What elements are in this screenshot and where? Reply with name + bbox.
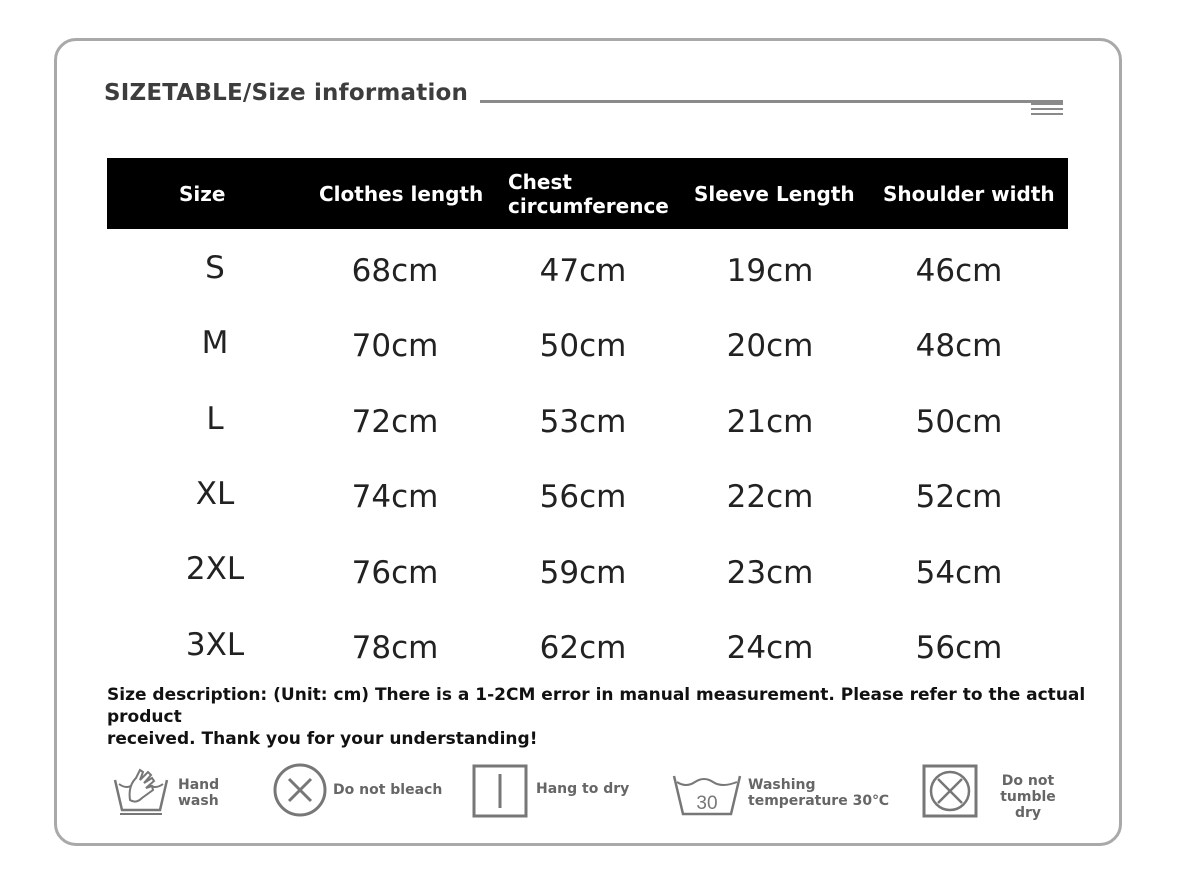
wash-30-icon: [671, 772, 743, 818]
cell-shoulder: 52cm: [915, 479, 1003, 515]
cell-chest: 59cm: [539, 555, 627, 591]
no-bleach-label: Do not bleach: [333, 782, 443, 798]
hand-wash-label: [178, 777, 219, 809]
cell-shoulder: 46cm: [915, 253, 1003, 289]
cell-size: 3XL: [185, 627, 245, 663]
header-size: Size: [179, 181, 226, 206]
no-bleach-icon: [272, 762, 328, 818]
title-mark-line: [1031, 113, 1063, 115]
wash-temp-label: [748, 777, 889, 809]
cell-sleeve: 19cm: [726, 253, 814, 289]
cell-clothes-length: 70cm: [351, 328, 439, 364]
no-tumble-dry-icon: [922, 764, 978, 818]
cell-sleeve: 24cm: [726, 630, 814, 666]
cell-sleeve: 22cm: [726, 479, 814, 515]
cell-chest: 56cm: [539, 479, 627, 515]
cell-sleeve: 23cm: [726, 555, 814, 591]
size-description: [107, 684, 1097, 750]
header-shoulder-width: Shoulder width: [883, 181, 1055, 206]
page-title: SIZETABLE/Size information: [104, 80, 469, 106]
cell-size: 2XL: [185, 551, 245, 587]
title-mark-line: [1031, 103, 1063, 105]
no-tumble-dry-label-line1: Do not: [1001, 773, 1055, 789]
cell-shoulder: 48cm: [915, 328, 1003, 364]
cell-chest: 62cm: [539, 630, 627, 666]
title-divider: [480, 100, 1063, 103]
header-chest-line2: circumference: [508, 193, 669, 218]
header-sleeve-length: Sleeve Length: [694, 181, 855, 206]
cell-chest: 47cm: [539, 253, 627, 289]
title-mark-line: [1031, 108, 1063, 110]
header-chest: [508, 158, 669, 229]
cell-clothes-length: 78cm: [351, 630, 439, 666]
table-header: [107, 158, 1068, 229]
size-description-line2: received. Thank you for your understanding!: [107, 729, 538, 749]
hang-dry-label: Hang to dry: [536, 781, 630, 797]
cell-shoulder: 54cm: [915, 555, 1003, 591]
hang-dry-icon: [472, 764, 528, 818]
wash-temp-value: 30: [696, 793, 718, 814]
no-tumble-dry-label-line2: tumble dry: [1000, 789, 1056, 821]
cell-shoulder: 56cm: [915, 630, 1003, 666]
cell-chest: 53cm: [539, 404, 627, 440]
size-description-line1: Size description: (Unit: cm) There is a 1-2CM error in manual measurement. Please refer to the actual product: [107, 685, 1086, 727]
cell-sleeve: 21cm: [726, 404, 814, 440]
cell-size: M: [201, 325, 229, 361]
hand-wash-label-line1: Hand: [178, 777, 220, 793]
no-tumble-dry-label: [987, 773, 1069, 821]
cell-clothes-length: 68cm: [351, 253, 439, 289]
header-clothes-length: Clothes length: [319, 181, 484, 206]
cell-chest: 50cm: [539, 328, 627, 364]
cell-sleeve: 20cm: [726, 328, 814, 364]
cell-shoulder: 50cm: [915, 404, 1003, 440]
cell-clothes-length: 72cm: [351, 404, 439, 440]
wash-temp-label-line2: temperature 30℃: [748, 793, 890, 809]
cell-clothes-length: 74cm: [351, 479, 439, 515]
header-chest-line1: Chest: [508, 169, 572, 194]
hand-wash-icon: [112, 766, 170, 818]
cell-clothes-length: 76cm: [351, 555, 439, 591]
cell-size: L: [206, 401, 224, 437]
cell-size: XL: [195, 476, 235, 512]
cell-size: S: [205, 250, 225, 286]
wash-temp-label-line1: Washing: [748, 777, 816, 793]
hand-wash-label-line2: wash: [178, 793, 219, 809]
